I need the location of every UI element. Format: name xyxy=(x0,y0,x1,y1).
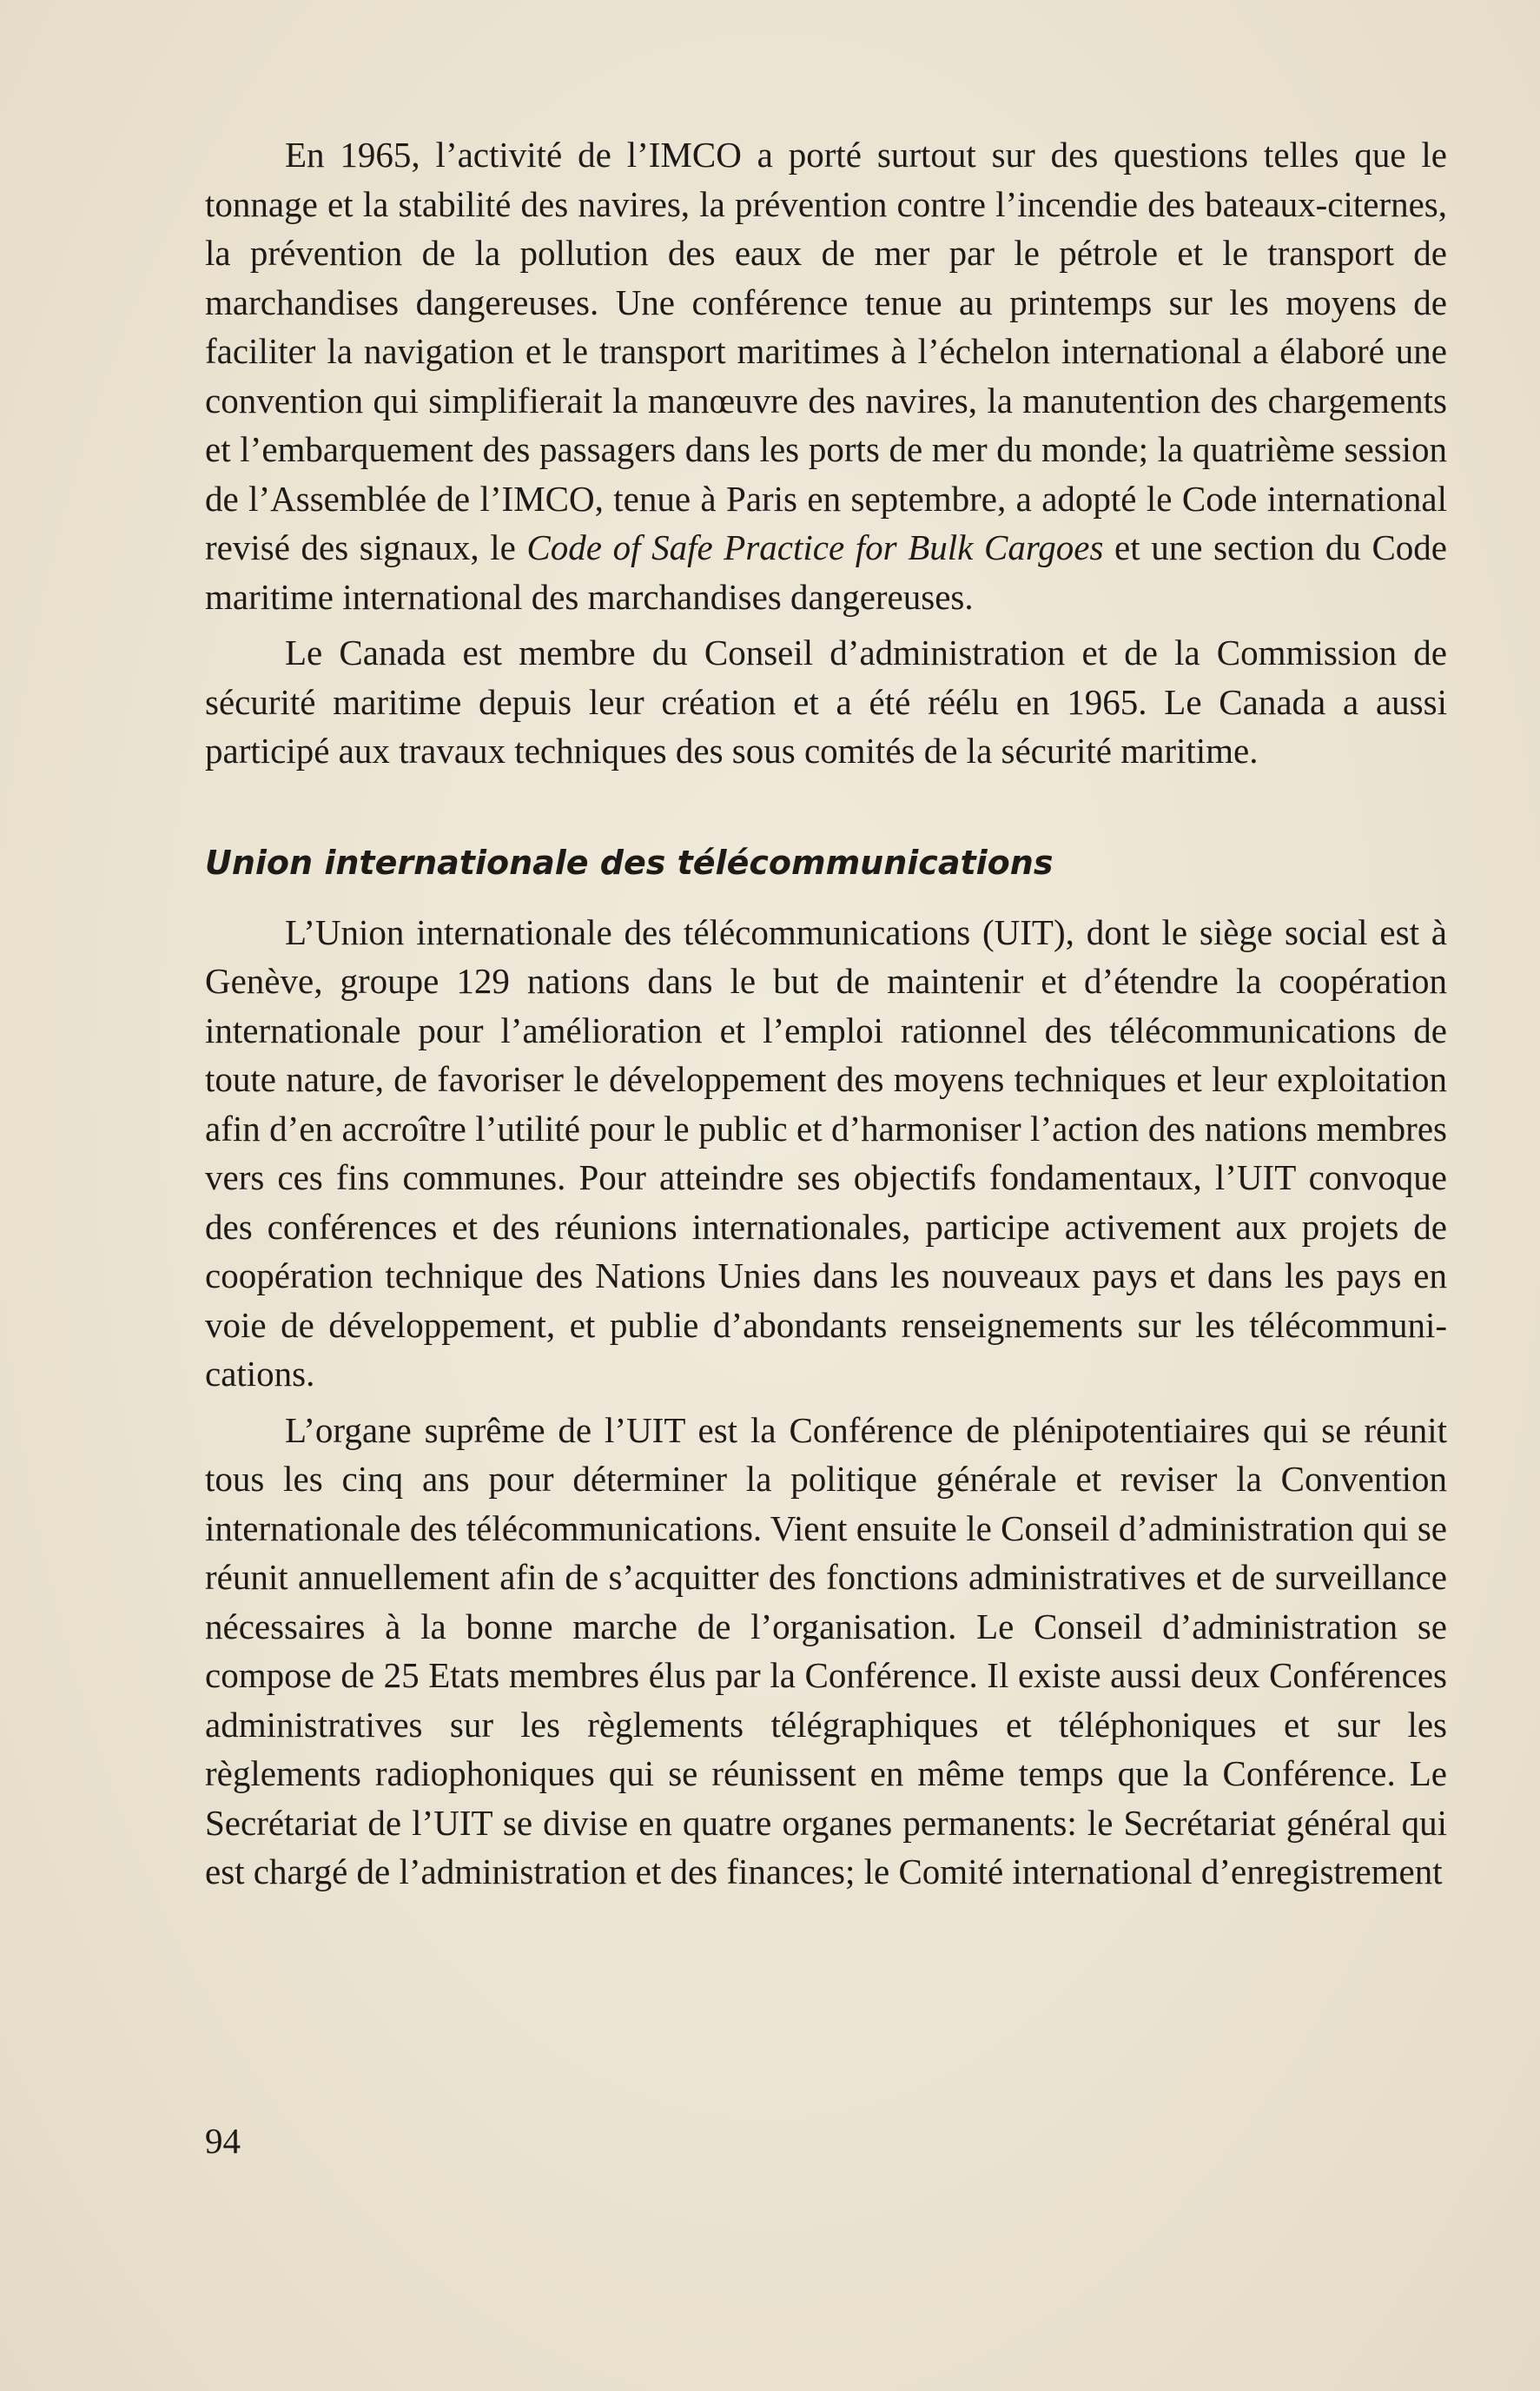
paragraph-canada-membership: Le Canada est membre du Conseil d’administration et de la Commission de sécurité maritime depuis leur création et a été réélu en 1965. Le Canada a aussi participé aux travaux techniques des sous comités de la sécurité maritime. xyxy=(205,633,1447,771)
paragraph-uit-overview: L’Union internationale des télécommunications (UIT), dont le siège social est à Genève, groupe 129 nations dans le but de maintenir et d’étendre la coopération internationale pour l’amélioration et l’emploi rationnel des télécommunications de toute nature, de favoriser le développement des moyens techniques et leur exploitation afin d’en accroître l’utilité pour le public et d’harmoniser l’action des nations membres vers ces fins communes. Pour atteindre ses objectifs fondamentaux, l’UIT convoque des conférences et des réunions internationales, participe activement aux projets de coopération technique des Nations Unies dans les nouveaux pays et dans les pays en voie de développement, et publie d’abondants renseignements sur les télécommunications. xyxy=(205,911,1447,1394)
section-heading-uit: Union internationale des télécommunications xyxy=(205,843,1054,882)
italic-title-bulk-cargoes: Code of Safe Practice for Bulk Cargoes xyxy=(526,527,1104,567)
paragraph-imco-text-b: et une section du Code maritime international des marchandises dangereuses. xyxy=(205,527,1447,617)
paragraph-imco-text-a: En 1965, l’activité de l’IMCO a porté surtout sur des questions telles que le tonnage et la stabilité des navires, la prévention contre l’incendie des bateaux-citernes, la prévention de la pollution des eaux de mer par le pétrole et le transport de marchandises dangereuses. Une conférence tenue au printemps sur les moyens de faciliter la navigation et le transport maritimes à l’échelon international a élaboré une convention qui simplifierait la manœuvre des navires, la manutention des chargements et l’embarquement des passagers dans les ports de mer du monde; la quatrième session de l’Assemblée de l’IMCO, tenue à Paris en septembre, a adopté le Code international revisé des signaux, le xyxy=(205,135,1447,567)
body-text xyxy=(205,130,1447,1904)
paragraph-uit-organs: L’organe suprême de l’UIT est la Conférence de plénipotentiaires qui se réunit tous les cinq ans pour déterminer la politique générale et reviser la Convention internationale des télécommunications. Vient ensuite le Conseil d’administration qui se réunit annuellement afin de s’acquitter des fonctions administratives et de surveillance nécessaires à la bonne marche de l’organisation. Le Conseil d’administration se compose de 25 Etats membres élus par la Conférence. Il existe aussi deux Conférences administratives sur les règlements télégraphiques et téléphoniques et sur les règlements radiophoniques qui se réunissent en même temps que la Conférence. Le Secrétariat de l’UIT se divise en quatre organes permanents: le Secrétariat général qui est chargé de l’administration et des finances; le Comité international d’enregistrement xyxy=(205,1409,1447,1891)
page-number: 94 xyxy=(205,2121,241,2161)
paragraph-imco-activity xyxy=(205,130,1447,621)
